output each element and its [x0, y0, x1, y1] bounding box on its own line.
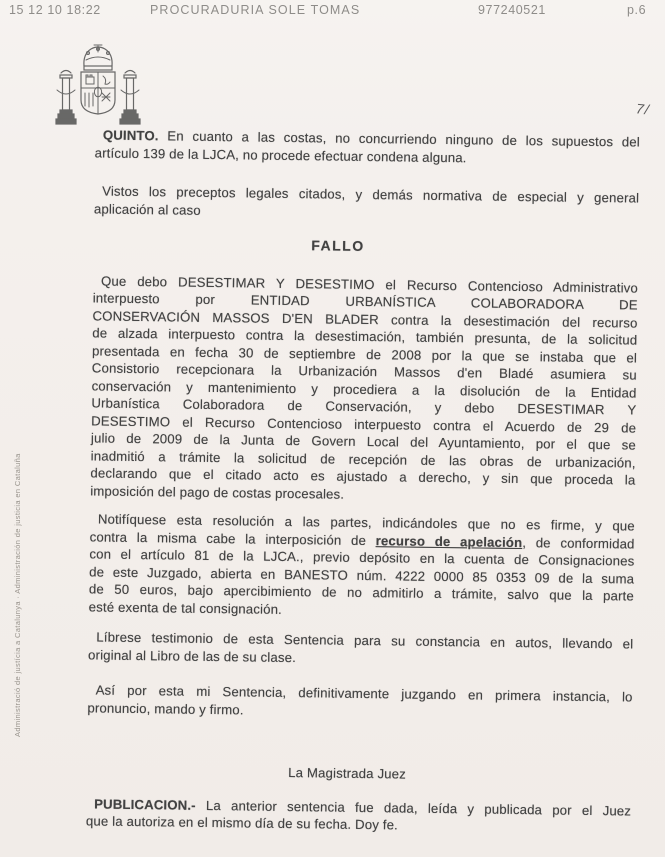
text-line: conservación y mantenimiento y procediera a la disolución de la Entidad	[91, 377, 637, 401]
text-line: imposición del pago de costas procesales.	[90, 482, 345, 502]
paragraph-notifiquese	[89, 510, 635, 622]
text-line: pronuncio, mando y firmo.	[87, 699, 244, 717]
text-line: presentada en fecha 30 de septiembre de 2008 por la que se instaba que el	[91, 342, 638, 366]
text-line: Que debo DESESTIMAR Y DESESTIMO el Recurso Contencioso Administrativo	[100, 273, 639, 296]
paragraph-librese	[88, 628, 633, 670]
paragraph-quinto	[95, 126, 640, 168]
text-line: artículo 139 de la LJCA, no procede efectuar condena alguna.	[94, 144, 467, 165]
text-run: contra la misma cabe la interposición de	[89, 528, 367, 548]
spain-coat-of-arms-icon	[46, 40, 150, 138]
magistrada-juez-line: La Magistrada Juez	[288, 765, 407, 782]
margin-vertical-note: Administració de justícia a Catalunya · Administración de justicia en Cataluña	[13, 453, 22, 737]
text-line: CONSERVACIÓN MASSOS D'EN BLADER contra la desestimación del recurso	[92, 307, 638, 331]
handwritten-page-marker: 7/	[635, 100, 651, 118]
text-line: inadmitió a trámite la solicitud de recepción de las obras de urbanización,	[90, 447, 636, 471]
text-line: original al Libro de las de su clase.	[88, 646, 297, 665]
text-line: Urbanística Colaboradora de Conservación, y debo DESESTIMAR Y	[91, 395, 637, 418]
fax-header	[0, 3, 665, 21]
fax-page-label: p.6	[627, 3, 647, 17]
text-line: interpuesto por ENTIDAD URBANÍSTICA COLABORADORA DE	[92, 290, 638, 313]
text-line: de alzada interpuesto contra la desestimación, también presunta, de la solicitud	[92, 325, 638, 348]
text-line: Consistorio recepcionara la Urbanización Massos d'en Bladé asumiera su	[91, 360, 637, 383]
fallo-heading: FALLO	[311, 237, 365, 254]
recurso-apelacion-emphasis: recurso de apelación	[375, 532, 523, 550]
publicacion-label: PUBLICACION.-	[94, 795, 196, 813]
paragraph-publicacion	[86, 795, 631, 837]
text-line: julio de 2009 de la Junta de Govern Local del Ayuntamiento, por el que se	[90, 430, 636, 453]
text-line: aplicación al caso	[93, 200, 201, 218]
text-line: que la autoriza en el mismo día de su fecha. Doy fe.	[85, 813, 399, 833]
paragraph-vistos	[94, 182, 639, 224]
text-line: Notifíquese esta resolución a las partes, indicándoles que no es firme, y que	[97, 511, 635, 534]
fax-datetime: 15 12 10 18:22	[9, 3, 101, 17]
paragraph-asi-por-esta	[87, 681, 632, 723]
text-line: DESESTIMO el Recurso Contencioso interpuesto contra el Acuerdo de 29 de	[91, 412, 637, 436]
quinto-label: QUINTO.	[102, 127, 159, 144]
text-line: de 50 euros, bajo apercibimiento de no admitirlo a trámite, salvo que la parte	[88, 581, 635, 604]
text-line: declarando que el citado acto es ajustado a derecho, y sin que proceda la	[90, 465, 636, 488]
sentencia-body	[86, 126, 640, 837]
text-line: con el artículo 81 de la LJCA., previo depósito en la cuenta de Consignaciones	[89, 546, 635, 569]
text-line: Así por esta mi Sentencia, definitivamente juzgando en primera instancia, lo	[95, 682, 633, 705]
paragraph-fallo-ruling	[90, 272, 638, 507]
fax-number: 977240521	[478, 3, 546, 17]
text-line: de este Juzgado, abierta en BANESTO núm. 4222 0000 85 0353 09 de la suma	[89, 563, 635, 587]
text-run: , de conformidad	[522, 534, 635, 552]
text-run: En cuanto a las costas, no concurriendo ninguno de los supuestos del	[167, 128, 640, 150]
text-line: esté exenta de tal consignación.	[88, 598, 283, 617]
text-line: Líbrese testimonio de esta Sentencia para su constancia en autos, llevando el	[96, 629, 634, 652]
text-line: Vistos los preceptos legales citados, y demás normativa de especial y general	[102, 183, 640, 206]
fax-sender: PROCURADURIA SOLE TOMAS	[150, 3, 361, 17]
text-run: La anterior sentencia fue dada, leída y publicada por el Juez	[205, 797, 632, 819]
